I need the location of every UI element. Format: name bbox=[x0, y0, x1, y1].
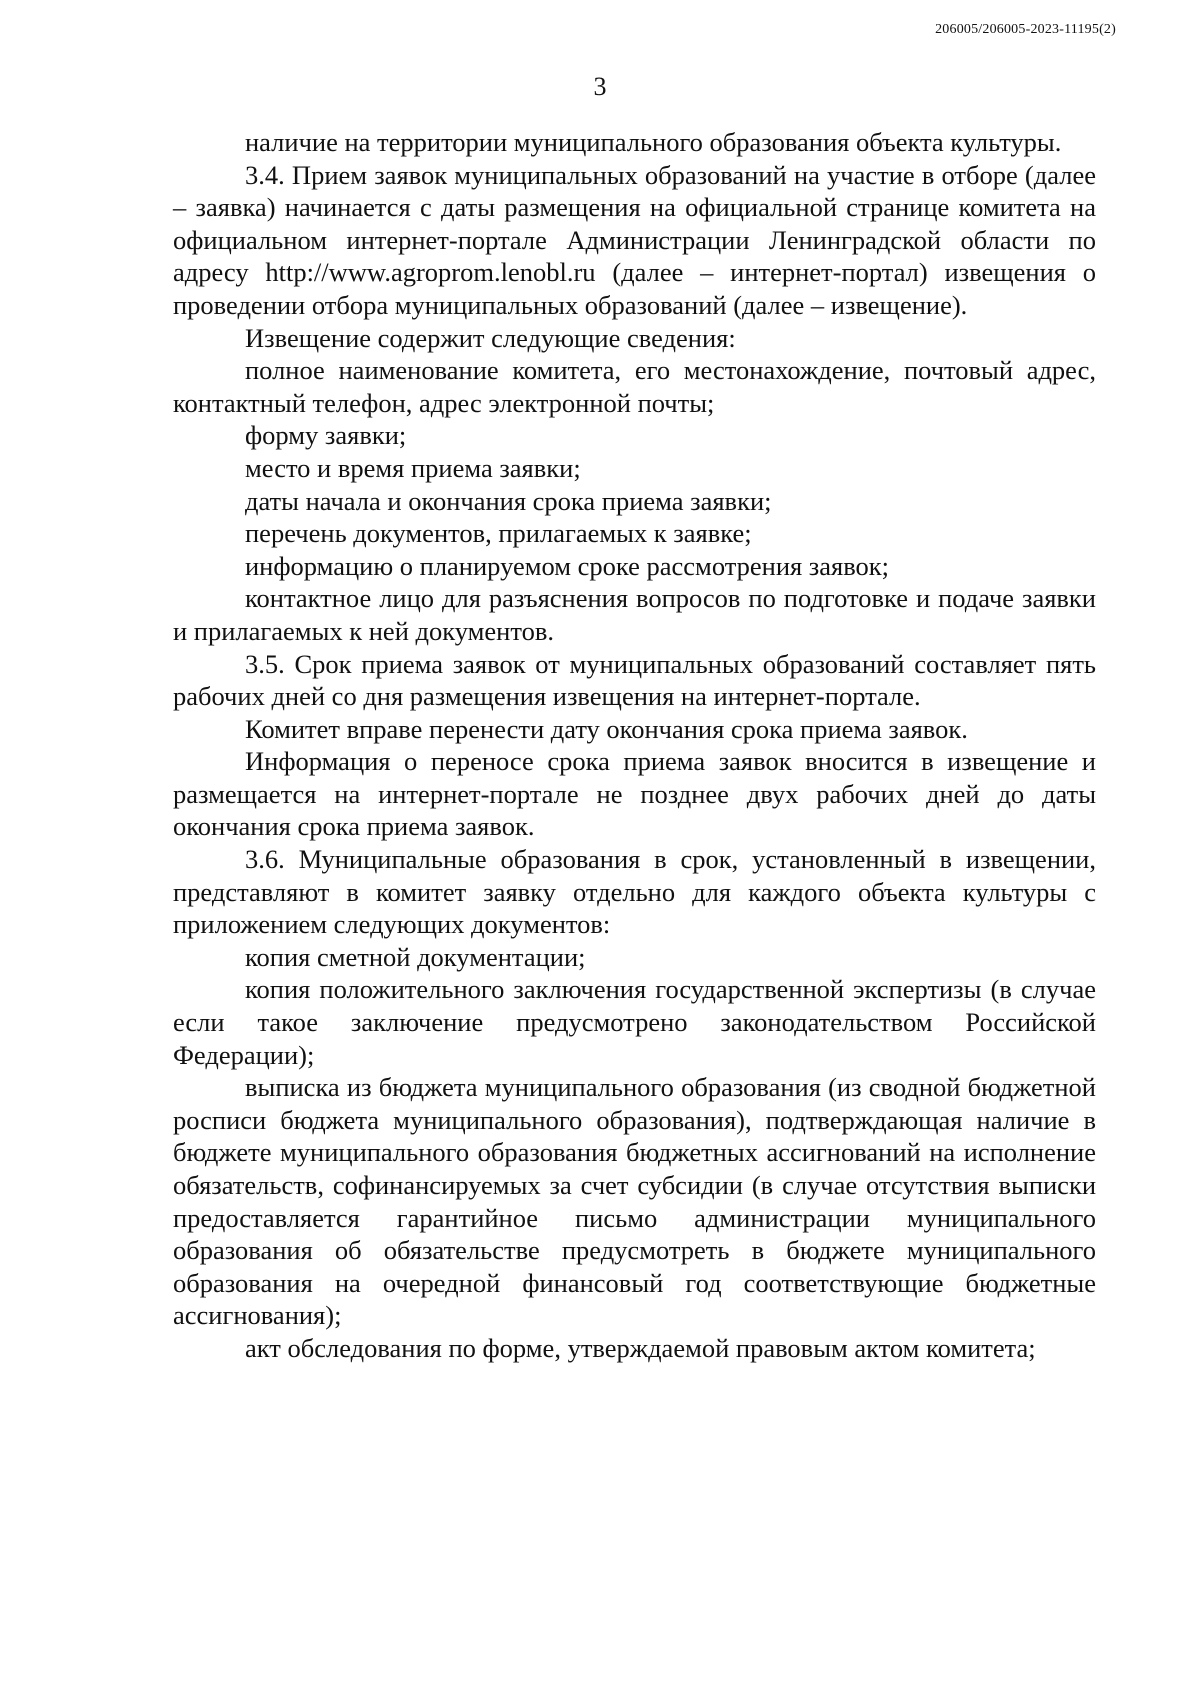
list-item: акт обследования по форме, утверждаемой правовым актом комитета; bbox=[245, 1332, 1036, 1363]
document-id: 206005/206005-2023-11195(2) bbox=[935, 22, 1116, 37]
list-item: форму заявки; bbox=[245, 420, 407, 451]
paragraph: Комитет вправе перенести дату окончания срока приема заявок. bbox=[245, 713, 968, 744]
list-item: информацию о планируемом сроке рассмотрения заявок; bbox=[245, 550, 890, 581]
list-item: полное наименование комитета, его местонахождение, почтовый адрес, контактный телефон, адрес электронной почты; bbox=[173, 355, 1096, 418]
list-item: место и время приема заявки; bbox=[245, 452, 581, 483]
list-item: выписка из бюджета муниципального образования (из сводной бюджетной росписи бюджета муниципального образования), подтверждающая наличие в бюджете муниципального образования бюджетных ассигнований на исполнение обязательств, софинансируемых за счет субсидии (в случае отсутствия выписки предоставляется гарантийное письмо администрации муниципального образования об обязательстве предусмотреть в бюджете муниципального образования на очередной финансовый год соответствующие бюджетные ассигнования); bbox=[173, 1072, 1096, 1331]
paragraph-3-6: 3.6. Муниципальные образования в срок, установленный в извещении, представляют в комитет заявку отдельно для каждого объекта культуры с приложением следующих документов: bbox=[173, 844, 1096, 940]
list-item: копия сметной документации; bbox=[245, 941, 586, 972]
paragraph: наличие на территории муниципального образования объекта культуры. bbox=[245, 127, 1062, 157]
list-item: копия положительного заключения государственной экспертизы (в случае если такое заключение предусмотрено законодательством Российской Федерации); bbox=[173, 974, 1096, 1070]
list-item: даты начала и окончания срока приема заявки; bbox=[245, 485, 772, 516]
list-item: перечень документов, прилагаемых к заявке; bbox=[245, 518, 752, 549]
list-item: контактное лицо для разъяснения вопросов по подготовке и подаче заявки и прилагаемых к ней документов. bbox=[173, 583, 1096, 646]
paragraph-3-4: 3.4. Прием заявок муниципальных образований на участие в отборе (далее – заявка) начинается с даты размещения на официальной странице комитета на официальном интернет-портале Администрации Ленинградской области по адресу http://www.agroprom.lenobl.ru (далее – интернет-портал) извещения о проведении отбора муниципальных образований (далее – извещение). bbox=[173, 159, 1096, 320]
paragraph: Информация о переносе срока приема заявок вносится в извещение и размещается на интернет-портале не позднее двух рабочих дней до даты окончания срока приема заявок. bbox=[173, 746, 1096, 842]
page-number: 3 bbox=[593, 72, 607, 101]
paragraph-3-5: 3.5. Срок приема заявок от муниципальных образований составляет пять рабочих дней со дня размещения извещения на интернет-портале. bbox=[173, 648, 1096, 712]
document-body bbox=[173, 126, 1096, 1365]
paragraph: Извещение содержит следующие сведения: bbox=[245, 322, 736, 353]
